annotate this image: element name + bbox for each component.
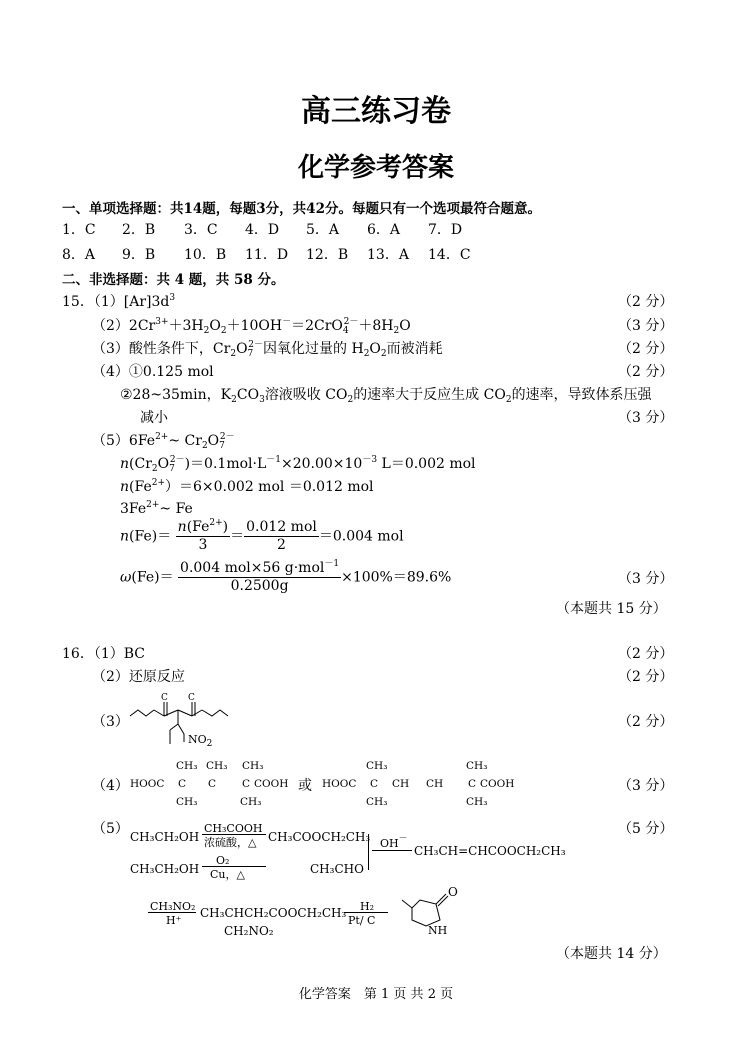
q15-part4-2-cont: 减小 (140, 410, 168, 426)
mc-answer: 4．D (245, 222, 280, 238)
score: （2 分） (618, 669, 674, 685)
score: （2 分） (618, 341, 674, 357)
molecule-diagram (126, 690, 246, 750)
product: CH₃COOCH₂CH₃ (268, 830, 371, 844)
bracket (368, 834, 369, 870)
mc-answer: 1．C (62, 222, 96, 238)
q15-part4-2: ②28~35min，$K_2CO_3$溶液吸收 $CO_2$的速率大于反应生成 $CO_2$的速率，导致体系压强 (120, 387, 652, 405)
section2-heading: 二、非选择题：共 4 题，共 58 分。 (62, 272, 285, 288)
reaction-arrow (148, 912, 196, 913)
question-total: （本题共 14 分） (556, 946, 667, 962)
page-subtitle: 化学参考答案 (297, 153, 454, 183)
page-footer: 化学答案 第 1 页 共 2 页 (298, 987, 454, 1002)
mc-answer: 3．C (184, 222, 218, 238)
reaction-arrow (202, 866, 266, 867)
reaction-arrow (372, 850, 412, 851)
atom-label: C (161, 693, 168, 703)
structure-formula (126, 690, 246, 754)
svg-text:O: O (448, 886, 458, 899)
q15-part2: $(2)2Cr^{3+}+3H_2O_2+10OH^-=2CrO_4^{2-}+8H_2O$ (92, 317, 411, 336)
or-text: 或 (298, 778, 312, 794)
q15-part3: （3）酸性条件下，$Cr_2O_7^{2-}$因氧化过量的 $H_2O_2$而被消耗 (92, 340, 443, 359)
score: （3 分） (618, 778, 674, 794)
q15-part5-line3: $n(Fe^{2+})=6\times 0.002$ mol ＝0.012 mol (120, 478, 374, 495)
section1-heading: 一、单项选择题：共14题，每题3分，共42分。每题只有一个选项最符合题意。 (62, 201, 541, 217)
score: （2 分） (618, 364, 674, 380)
mc-answer: 2．B (122, 222, 156, 238)
fraction: $\frac{0.004 mol\times 56 g\cdot mol^{-1}}{0.2500g}$ (180, 559, 340, 594)
q15-part5-line6: ω(Fe)＝ $\frac{0.004 mol\times 56 g\cdot mol^{-1}}{0.2500g}$ ×100%＝89.6% (120, 559, 452, 594)
lactam-ring-icon (396, 886, 466, 936)
reaction-arrow (344, 912, 388, 913)
q16-part3-label: （3） (92, 714, 129, 730)
mc-answer: 13．A (367, 247, 409, 263)
score: （3 分） (618, 571, 674, 587)
mc-answer: 6．A (367, 222, 401, 238)
mc-answer: 8．A (62, 247, 96, 263)
fraction: $\frac{\text{0.012 mol}}{2}$ (246, 519, 317, 553)
q15-part5-line4: $3Fe^{2+}\sim$ Fe (120, 500, 193, 517)
question-number: 16． (62, 646, 94, 662)
reaction-arrow (202, 834, 266, 835)
svg-text:NH: NH (428, 924, 448, 936)
q16-part4-label: （4） (92, 778, 129, 794)
mc-answer: 9．B (122, 247, 156, 263)
score: （5 分） (618, 821, 674, 837)
mc-answer: 12．B (306, 247, 349, 263)
product: CH₃CH=CHCOOCH₂CH₃ (414, 844, 566, 858)
question-15: 15．$(1)[Ar]3d^3$ (62, 293, 176, 310)
q15-part5-line2: $n(Cr_2O_7^{2-})=0.1mol\cdot L^{-1}\times 20.00\times 10^{-3}$ L＝0.002 mol (120, 455, 476, 474)
score: （3 分） (618, 318, 674, 334)
q16-part2: （2）还原反应 (92, 669, 185, 685)
mc-answer: 11．D (245, 247, 289, 263)
structure-2: CH₃ CH₃ HOOC C CH CH C COOH CH₃ CH₃ (322, 760, 515, 808)
q16-part5-label: （5） (92, 821, 129, 837)
structure-1: CH₃ CH₃ CH₃ HOOC C C C COOH CH₃ CH₃ (130, 760, 289, 808)
q15-part5-line1: $(5)6Fe^{2+}\sim$ $Cr_2O_7^{2-}$ (92, 432, 235, 451)
reagent: CH₃CH₂OH (130, 830, 200, 844)
synthesis-route: CH₃CH₂OH CH₃COOH 浓硫酸，△ CH₃COOCH₂CH₃ CH₃CH₂OH O₂ Cu，△ CH₃CHO OH－ CH₃CH=CHCOOCH₂CH₃ CH₃NO₂ H⁺ CH₃CHCH₂COOCH₂CH₃ CH₂NO₂ H₂ Pt/ C O NH (130, 822, 566, 938)
page-title: 高三练习卷 (301, 94, 451, 129)
question-total: （本题共 15 分） (556, 601, 667, 617)
product: CH₃CHCH₂COOCH₂CH₃ (200, 906, 347, 920)
question-16: 16．（1）BC (62, 646, 146, 662)
product: CH₃CHO (310, 862, 364, 876)
score: （3 分） (618, 410, 674, 426)
atom-label: C (188, 693, 195, 703)
score: （2 分） (618, 294, 674, 310)
mc-answer: 5．A (306, 222, 340, 238)
nitro-label: $NO_2$ (188, 733, 213, 749)
mc-answer: 14．C (428, 247, 471, 263)
mc-answer: 7．D (428, 222, 463, 238)
fraction: $\frac{n(Fe^{2+})}{3}$ (177, 518, 229, 553)
score: （2 分） (618, 646, 674, 662)
question-number: 15． (62, 294, 94, 310)
score: （2 分） (618, 714, 674, 730)
reagent: CH₃CH₂OH (130, 862, 200, 876)
mc-answer: 10．B (184, 247, 227, 263)
q15-part4: （4）①0.125 mol (92, 364, 214, 380)
q15-part5-line5: n(Fe)＝ $\frac{n(Fe^{2+})}{3}$ ＝ $\frac{\text{0.012 mol}}{2}$ ＝0.004 mol (120, 518, 404, 553)
